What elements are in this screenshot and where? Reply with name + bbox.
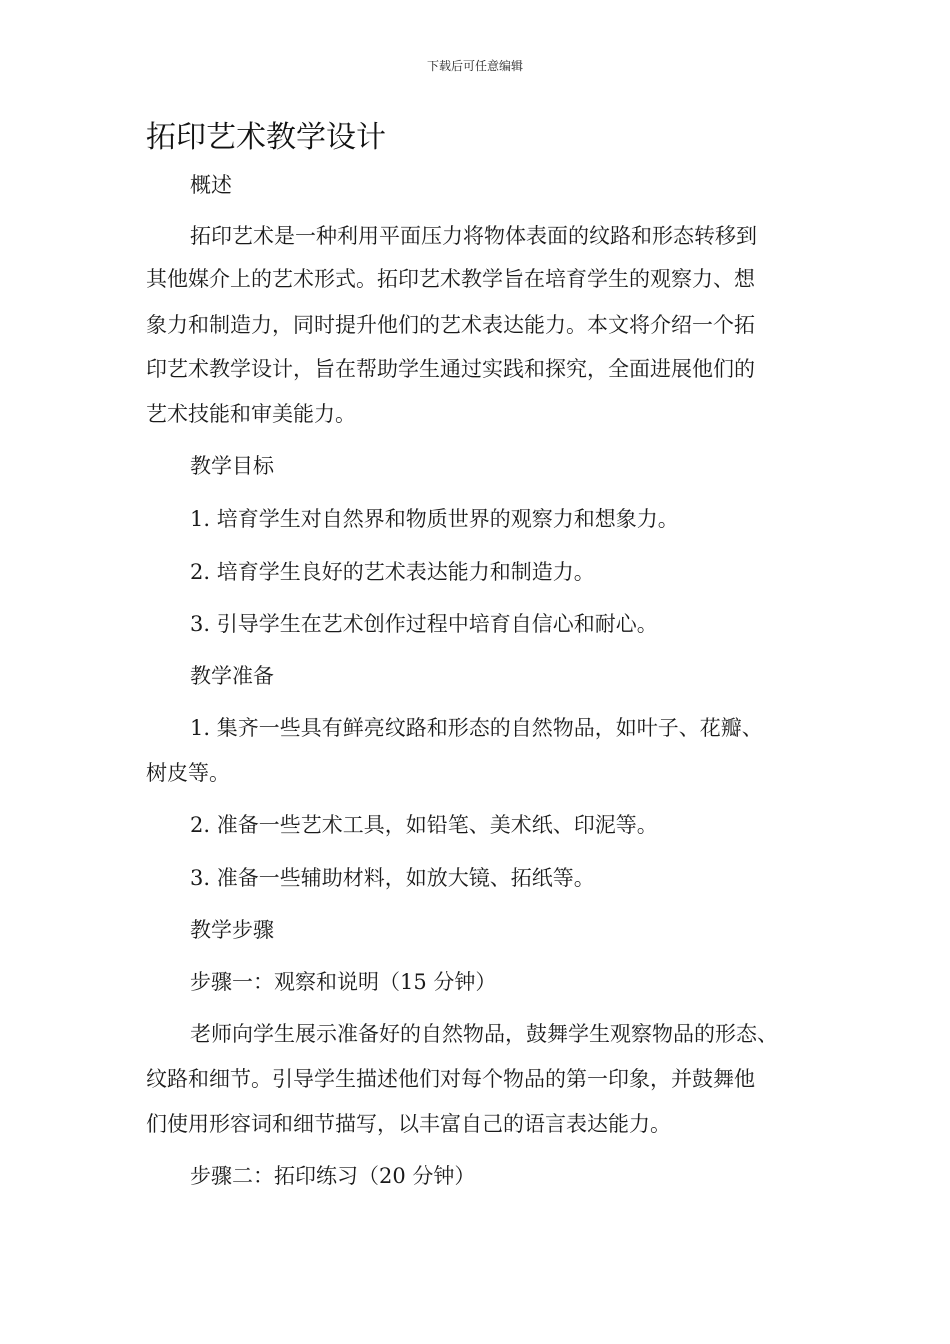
overview-line: 其他媒介上的艺术形式。拓印艺术教学旨在培育学生的观察力、想 [146,267,755,291]
prep-item: 1. 集齐一些具有鲜亮纹路和形态的自然物品，如叶子、花瓣、 [190,716,763,740]
prep-item-continued: 树皮等。 [146,761,230,785]
goal-item: 2. 培育学生良好的艺术表达能力和制造力。 [190,560,595,584]
overview-line: 拓印艺术是一种利用平面压力将物体表面的纹路和形态转移到 [190,224,757,248]
prep-item: 2. 准备一些艺术工具，如铅笔、美术纸、印泥等。 [190,813,658,837]
step1-line: 老师向学生展示准备好的自然物品，鼓舞学生观察物品的形态、 [190,1022,778,1046]
overview-heading: 概述 [190,173,232,197]
goal-item: 3. 引导学生在艺术创作过程中培育自信心和耐心。 [190,612,658,636]
overview-line: 印艺术教学设计，旨在帮助学生通过实践和探究，全面进展他们的 [146,357,755,381]
goal-item: 1. 培育学生对自然界和物质世界的观察力和想象力。 [190,507,679,531]
prep-item: 3. 准备一些辅助材料，如放大镜、拓纸等。 [190,866,595,890]
step1-line: 们使用形容词和细节描写，以丰富自己的语言表达能力。 [146,1112,671,1136]
overview-line: 象力和制造力，同时提升他们的艺术表达能力。本文将介绍一个拓 [146,313,755,337]
steps-heading: 教学步骤 [190,918,274,942]
overview-line: 艺术技能和审美能力。 [146,402,356,426]
step1-line: 纹路和细节。引导学生描述他们对每个物品的第一印象，并鼓舞他 [146,1067,755,1091]
prep-heading: 教学准备 [190,664,274,688]
goals-heading: 教学目标 [190,454,274,478]
document-title: 拓印艺术教学设计 [146,120,386,155]
page-header-note: 下载后可任意编辑 [426,59,523,73]
step1-title: 步骤一：观察和说明（15 分钟） [190,970,497,994]
step2-title: 步骤二：拓印练习（20 分钟） [190,1164,476,1188]
